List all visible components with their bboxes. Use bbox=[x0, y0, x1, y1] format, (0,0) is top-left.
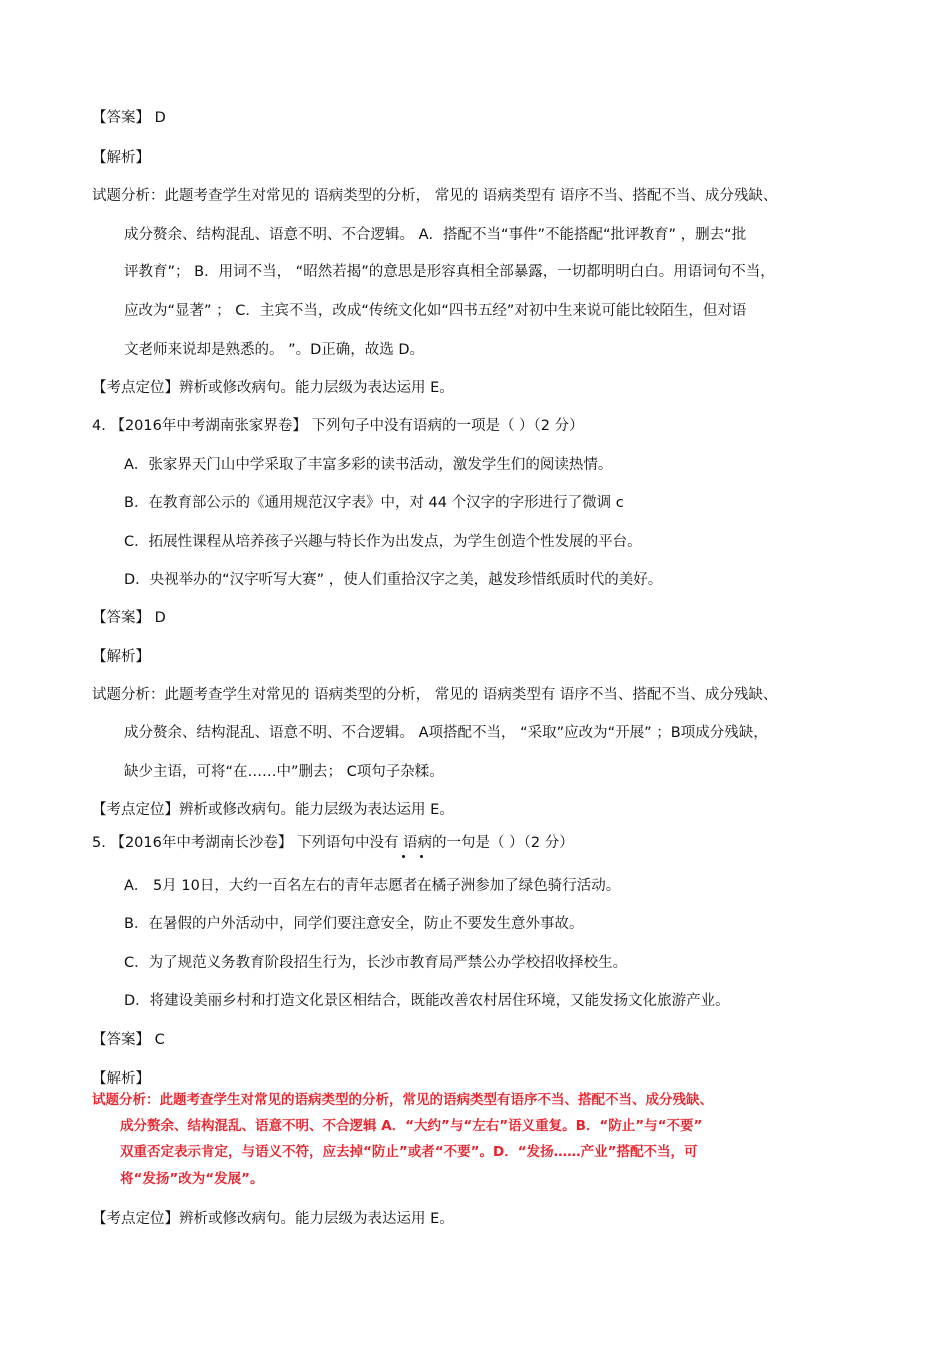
analysis-text: 成分赘余、结构混乱、语意不明、不合逻辑。 A项搭配不当， “采取”应改为“开展” ；B项成分残缺， bbox=[124, 725, 768, 741]
analysis-text: 成分赘余、结构混乱、语意不明、不合逻辑。 A．搭配不当“事件”不能搭配“批评教育” ，删去“批 bbox=[124, 227, 747, 243]
analysis-heading: 【解析】 bbox=[92, 150, 150, 166]
analysis-text: 缺少主语，可将“在……中”删去； C项句子杂糅。 bbox=[124, 764, 444, 780]
question-stem: 5. 【2016年中考湖南长沙卷】 下列语句中没有 语病的一句是（ ）（2 分） bbox=[92, 835, 574, 851]
analysis-heading: 【解析】 bbox=[92, 649, 150, 665]
option-c: C．为了规范义务教育阶段招生行为，长沙市教育局严禁公办学校招收择校生。 bbox=[124, 955, 628, 971]
option-a: A．张家界天门山中学采取了丰富多彩的读书活动，激发学生们的阅读热情。 bbox=[124, 457, 613, 473]
analysis-text-red: 双重否定表示肯定，与语义不符，应去掉“防止”或者“不要”。D．“发扬……产业”搭配不当，可 bbox=[120, 1144, 698, 1160]
knowledge-point: 【考点定位】辨析或修改病句。能力层级为表达运用 E。 bbox=[92, 802, 454, 818]
option-d: D．央视举办的“汉字听写大赛” ，使人们重拾汉字之美，越发珍惜纸质时代的美好。 bbox=[124, 572, 663, 588]
analysis-text: 评教育”； B．用词不当， “昭然若揭”的意思是形容真相全部暴露，一切都明明白白。用语词句不当， bbox=[124, 264, 775, 280]
emphasis-dot bbox=[420, 855, 423, 858]
answer-line: 【答案】 C bbox=[92, 1032, 165, 1048]
option-b: B．在教育部公示的《通用规范汉字表》中，对 44 个汉字的字形进行了微调 c bbox=[124, 495, 624, 511]
analysis-text: 试题分析：此题考查学生对常见的 语病类型的分析， 常见的 语病类型有 语序不当、搭配不当、成分残缺、 bbox=[92, 687, 778, 703]
analysis-heading: 【解析】 bbox=[92, 1071, 150, 1087]
answer-line: 【答案】 D bbox=[92, 110, 166, 126]
option-b: B．在暑假的户外活动中，同学们要注意安全，防止不要发生意外事故。 bbox=[124, 916, 584, 932]
option-a: A． 5月 10日，大约一百名左右的青年志愿者在橘子洲参加了绿色骑行活动。 bbox=[124, 878, 621, 894]
emphasis-dot bbox=[402, 855, 405, 858]
knowledge-point: 【考点定位】辨析或修改病句。能力层级为表达运用 E。 bbox=[92, 380, 454, 396]
option-d: D．将建设美丽乡村和打造文化景区相结合，既能改善农村居住环境，又能发扬文化旅游产业。 bbox=[124, 993, 730, 1009]
analysis-text: 应改为“显著” ； C．主宾不当，改成“传统文化如“四书五经”对初中生来说可能比较陌生，但对语 bbox=[124, 303, 747, 319]
option-c: C．拓展性课程从培养孩子兴趣与特长作为出发点，为学生创造个性发展的平台。 bbox=[124, 534, 642, 550]
question-stem: 4. 【2016年中考湖南张家界卷】 下列句子中没有语病的一项是（ ）（2 分） bbox=[92, 418, 584, 434]
analysis-text: 试题分析：此题考查学生对常见的 语病类型的分析， 常见的 语病类型有 语序不当、搭配不当、成分残缺、 bbox=[92, 188, 778, 204]
answer-line: 【答案】 D bbox=[92, 610, 166, 626]
knowledge-point: 【考点定位】辨析或修改病句。能力层级为表达运用 E。 bbox=[92, 1211, 454, 1227]
analysis-text-red: 试题分析：此题考查学生对常见的语病类型的分析，常见的语病类型有语序不当、搭配不当、成分残缺、 bbox=[92, 1092, 713, 1108]
analysis-text: 文老师来说却是熟悉的。 ”。D正确，故选 D。 bbox=[124, 342, 425, 358]
analysis-text-red: 成分赘余、结构混乱、语意不明、不合逻辑 A．“大约”与“左右”语义重复。B．“防止”与“不要” bbox=[120, 1118, 703, 1134]
analysis-text-red: 将“发扬”改为“发展”。 bbox=[120, 1171, 264, 1187]
